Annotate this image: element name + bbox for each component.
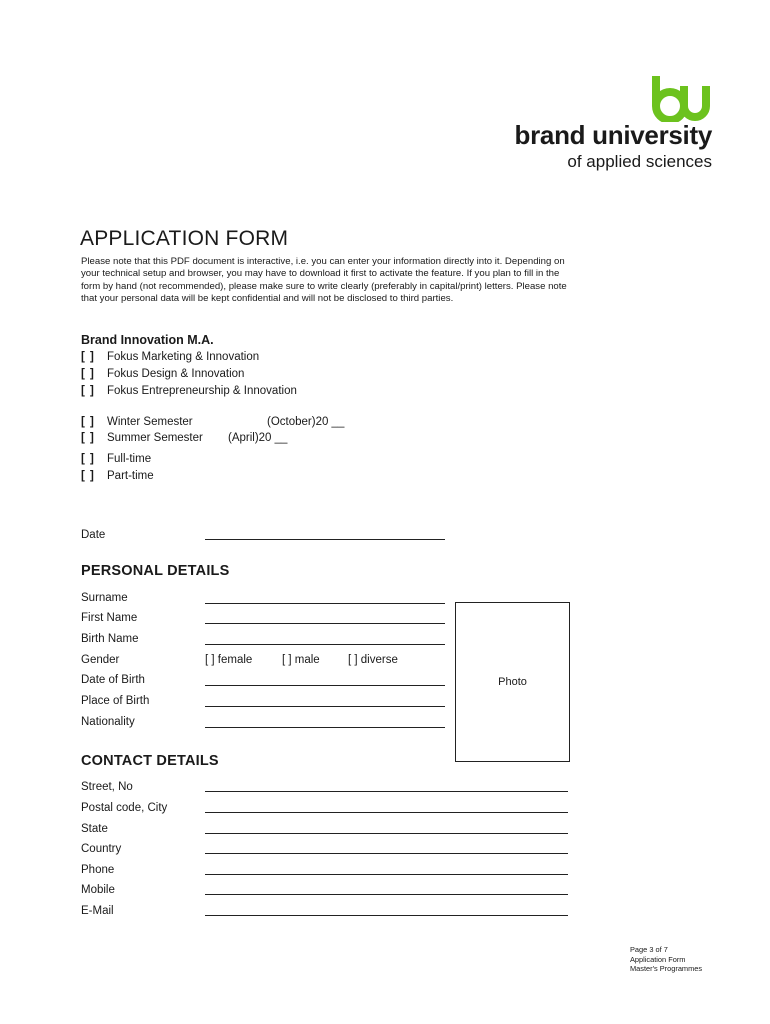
semester-option[interactable]: [81, 430, 341, 446]
date-of-birth-label: Date of Birth: [81, 674, 145, 686]
gender-diverse-option[interactable]: [ ] diverse: [348, 654, 398, 666]
option-label: Fokus Design & Innovation: [107, 368, 245, 380]
page-title: APPLICATION FORM: [80, 227, 289, 250]
mode-option[interactable]: [81, 451, 151, 467]
mobile-label: Mobile: [81, 884, 115, 896]
street-label: Street, No: [81, 781, 133, 793]
checkbox[interactable]: [ ]: [81, 470, 95, 482]
mode-option[interactable]: [81, 468, 154, 484]
phone-label: Phone: [81, 864, 115, 876]
birth-name-label: Birth Name: [81, 633, 139, 645]
page-footer: [630, 945, 702, 974]
contact-details-heading: CONTACT DETAILS: [81, 753, 219, 769]
semester-year: (April)20 __: [228, 432, 288, 444]
programme-option[interactable]: [81, 349, 259, 365]
checkbox[interactable]: [ ]: [81, 416, 95, 428]
footer-programme: Master's Programmes: [630, 964, 703, 973]
brand-name: brand university: [514, 120, 712, 150]
phone-field[interactable]: [205, 874, 568, 875]
postal-city-label: Postal code, City: [81, 802, 168, 814]
date-field[interactable]: [205, 539, 445, 540]
option-label: Fokus Entrepreneurship & Innovation: [107, 385, 297, 397]
semester-year: (October)20 __: [267, 416, 345, 428]
programme-title: Brand Innovation M.A.: [81, 333, 214, 347]
email-label: E-Mail: [81, 905, 114, 917]
bu-logo-icon: [648, 76, 714, 122]
semester-label: Winter Semester: [107, 416, 193, 428]
checkbox[interactable]: [ ]: [81, 351, 95, 363]
gender-label: Gender: [81, 654, 120, 666]
surname-field[interactable]: [205, 603, 445, 604]
email-field[interactable]: [205, 915, 568, 916]
option-label: Fokus Marketing & Innovation: [107, 351, 260, 363]
gender-female-option[interactable]: [ ] female: [205, 654, 253, 666]
checkbox[interactable]: [ ]: [81, 453, 95, 465]
programme-option[interactable]: [81, 366, 244, 382]
birth-name-field[interactable]: [205, 644, 445, 645]
place-of-birth-label: Place of Birth: [81, 695, 150, 707]
country-label: Country: [81, 843, 122, 855]
semester-label: Summer Semester: [107, 432, 203, 444]
brand-subtitle: of applied sciences: [567, 152, 712, 171]
footer-document-name: Application Form: [630, 954, 686, 964]
first-name-field[interactable]: [205, 623, 445, 624]
country-field[interactable]: [205, 853, 568, 854]
surname-label: Surname: [81, 592, 128, 604]
photo-label: Photo: [498, 676, 527, 688]
gender-options: [205, 652, 445, 668]
semester-option[interactable]: [81, 414, 345, 430]
mode-label: Part-time: [107, 470, 154, 482]
page-number: Page 3 of 7: [630, 945, 668, 954]
date-label: Date: [81, 529, 106, 541]
mobile-field[interactable]: [205, 894, 568, 895]
photo-box[interactable]: [455, 602, 570, 762]
street-field[interactable]: [205, 791, 568, 792]
personal-details-heading: PERSONAL DETAILS: [81, 563, 230, 579]
date-of-birth-field[interactable]: [205, 685, 445, 686]
gender-male-option[interactable]: [ ] male: [282, 654, 320, 666]
checkbox[interactable]: [ ]: [81, 368, 95, 380]
intro-paragraph: Please note that this PDF document is interactive, i.e. you can enter your information directly into it. Depending on your technical setup and browser, you may have to download it first to activate the feature. If you plan to fill in the form by hand (not recommended), please make sure to write clearly (preferably in capital/print) letters. Please note that your personal data will be kept confidential and will not be disclosed to third parties.: [81, 256, 567, 305]
nationality-field[interactable]: [205, 727, 445, 728]
first-name-label: First Name: [81, 612, 138, 624]
place-of-birth-field[interactable]: [205, 706, 445, 707]
postal-city-field[interactable]: [205, 812, 568, 813]
nationality-label: Nationality: [81, 716, 135, 728]
mode-label: Full-time: [107, 453, 152, 465]
state-label: State: [81, 823, 108, 835]
checkbox[interactable]: [ ]: [81, 385, 95, 397]
programme-option[interactable]: [81, 383, 297, 399]
checkbox[interactable]: [ ]: [81, 432, 95, 444]
state-field[interactable]: [205, 833, 568, 834]
